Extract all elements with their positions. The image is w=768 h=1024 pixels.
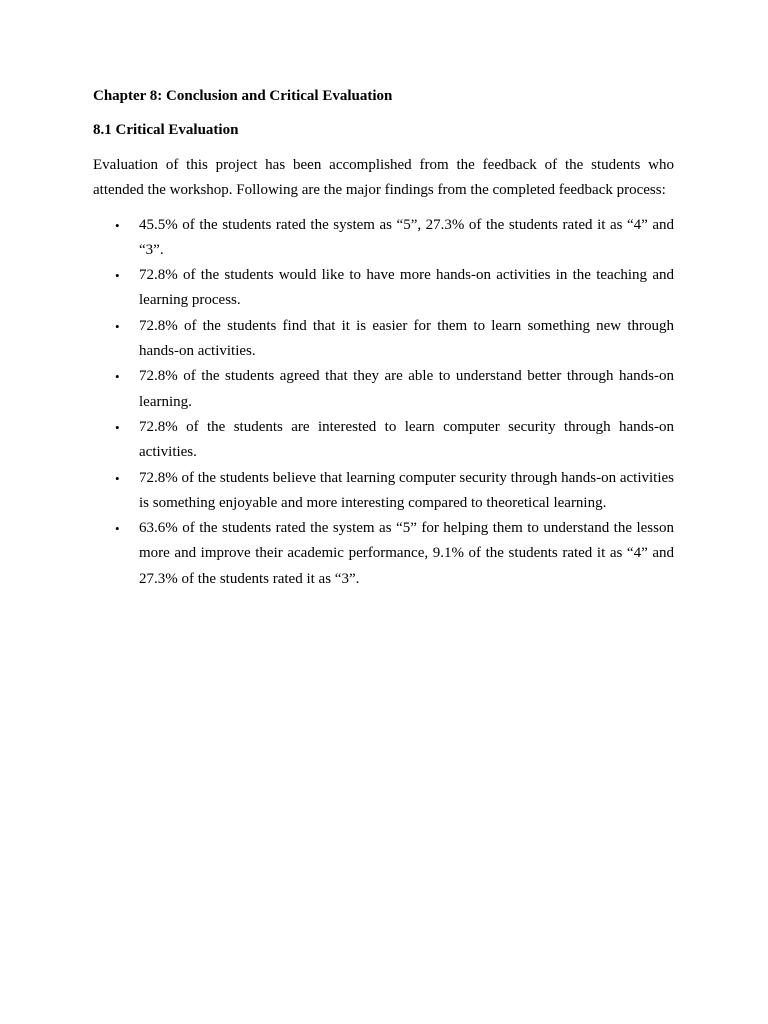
findings-list <box>93 213 674 592</box>
bullet-icon: • <box>115 521 120 537</box>
bullet-icon: • <box>115 419 120 435</box>
finding-text: 63.6% of the students rated the system as “5” for helping them to understand the lesson more and improve their academic performance, 9.1% of the students rated it as “4” and 27.3% of the students rated it as “3”. <box>139 520 674 587</box>
intro-paragraph: Evaluation of this project has been accomplished from the feedback of the students who attended the workshop. Following are the major findings from the completed feedback process: <box>93 157 674 199</box>
finding-text: 72.8% of the students find that it is easier for them to learn something new through hands-on activities. <box>139 317 674 360</box>
chapter-title: Chapter 8: Conclusion and Critical Evaluation <box>93 88 393 104</box>
finding-item <box>93 415 674 466</box>
document-page <box>93 86 674 592</box>
section-title: 8.1 Critical Evaluation <box>93 122 239 138</box>
finding-item <box>93 213 674 264</box>
finding-text: 72.8% of the students agreed that they are able to understand better through hands-on learning. <box>139 368 674 410</box>
finding-item <box>93 314 674 365</box>
finding-item <box>93 516 674 592</box>
finding-text: 45.5% of the students rated the system as “5”, 27.3% of the students rated it as “4” and “3”. <box>139 216 674 258</box>
finding-item <box>93 263 674 314</box>
bullet-icon: • <box>115 268 120 284</box>
bullet-icon: • <box>115 318 120 334</box>
finding-text: 72.8% of the students believe that learning computer security through hands-on activities is something enjoyable and more interesting compared to theoretical learning. <box>139 469 674 511</box>
finding-text: 72.8% of the students are interested to learn computer security through hands-on activities. <box>139 418 674 461</box>
finding-item <box>93 364 674 415</box>
bullet-icon: • <box>115 470 120 486</box>
finding-text: 72.8% of the students would like to have more hands-on activities in the teaching and learning process. <box>139 267 674 309</box>
bullet-icon: • <box>115 217 120 233</box>
bullet-icon: • <box>115 369 120 385</box>
finding-item <box>93 466 674 517</box>
